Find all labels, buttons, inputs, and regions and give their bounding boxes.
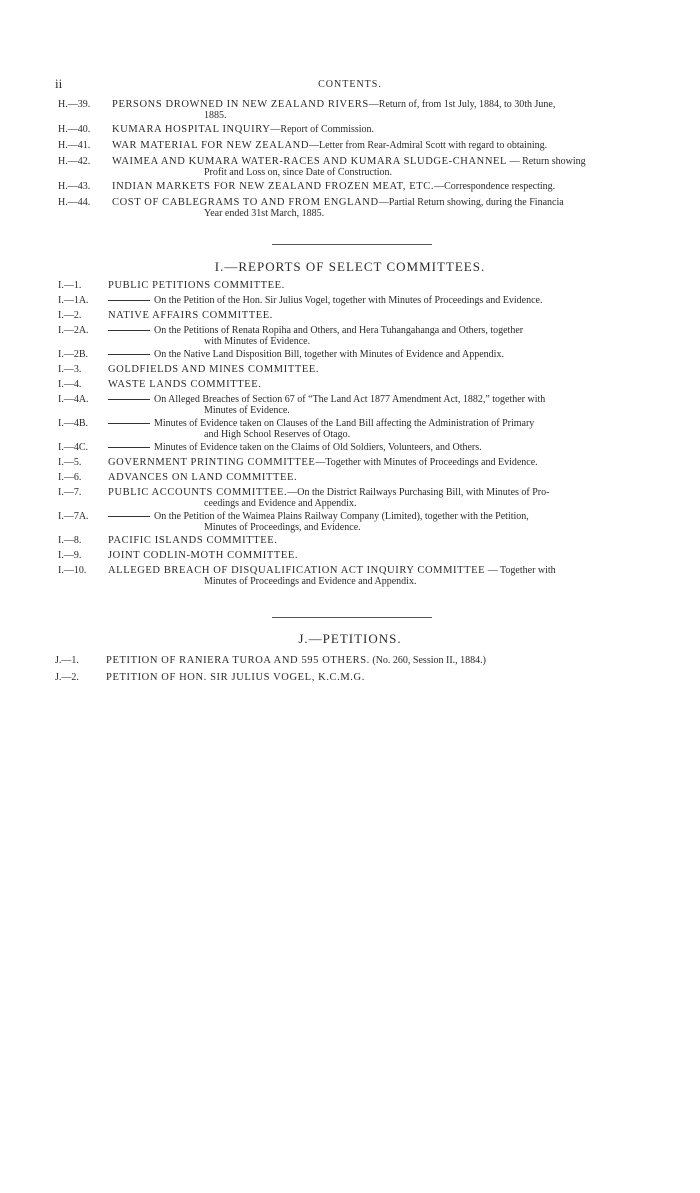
entry-title: ALLEGED BREACH OF DISQUALIFICATION ACT INQUIRY COMMITTEE xyxy=(108,565,486,576)
entry-body xyxy=(108,458,646,469)
entry-body xyxy=(106,673,646,684)
entry-continuation: and High School Reserves of Otago. xyxy=(204,428,351,440)
ditto-dash xyxy=(108,423,150,424)
entry-description: On the Petition of the Hon. Sir Julius Vogel, together with Minutes of Proceedings and Evidence. xyxy=(154,295,543,306)
entry-code: I.—4C. xyxy=(58,442,88,453)
entry-code: H.—42. xyxy=(58,156,91,167)
page-number: ii xyxy=(55,76,63,91)
entry-title: INDIAN MARKETS FOR NEW ZEALAND FROZEN MEAT, ETC. xyxy=(112,181,435,192)
entry-code: H.—44. xyxy=(58,197,91,208)
running-head: CONTENTS. xyxy=(318,79,382,90)
ditto-dash xyxy=(108,354,150,355)
entry-description: (No. 260, Session II., 1884.) xyxy=(369,655,486,666)
entry-body xyxy=(108,488,646,509)
entry-body xyxy=(112,198,647,219)
entry-body xyxy=(108,566,646,587)
section-i-title: I.—REPORTS OF SELECT COMMITTEES. xyxy=(214,259,486,274)
entry-description: On Alleged Breaches of Section 67 of “The Land Act 1877 Amendment Act, 1882,” together with xyxy=(154,394,546,405)
entry-body xyxy=(108,350,646,361)
entry-code: I.—7. xyxy=(58,487,82,498)
entry-description: — Together with xyxy=(485,565,556,576)
entry-code: J.—1. xyxy=(55,655,79,666)
entry-body xyxy=(108,512,646,533)
entry-body xyxy=(108,365,646,376)
entry-title: PACIFIC ISLANDS COMMITTEE. xyxy=(108,535,278,546)
entry-body xyxy=(112,141,647,152)
entry-title: PETITION OF HON. SIR JULIUS VOGEL, K.C.M.G. xyxy=(106,672,365,683)
entry-body xyxy=(108,473,646,484)
entry-body xyxy=(108,443,646,454)
entry-code: I.—7A. xyxy=(58,511,89,522)
entry-code: I.—8. xyxy=(58,535,82,546)
entry-code: I.—4. xyxy=(58,379,82,390)
entry-title: GOLDFIELDS AND MINES COMMITTEE. xyxy=(108,364,320,375)
entry-code: I.—5. xyxy=(58,457,82,468)
entry-code: I.—2. xyxy=(58,310,82,321)
entry-body xyxy=(106,656,646,667)
entry-continuation: Profit and Loss on, since Date of Construction. xyxy=(204,166,393,178)
entry-title: NATIVE AFFAIRS COMMITTEE. xyxy=(108,310,274,321)
entry-code: I.—9. xyxy=(58,550,82,561)
entry-description: —Letter from Rear-Admiral Scott with regard to obtaining. xyxy=(309,140,548,151)
entry-code: I.—2B. xyxy=(58,349,88,360)
entry-title: KUMARA HOSPITAL INQUIRY xyxy=(112,124,271,135)
entry-body xyxy=(108,326,646,347)
ditto-dash xyxy=(108,330,150,331)
divider-rule xyxy=(272,617,432,618)
entry-title: PUBLIC PETITIONS COMMITTEE. xyxy=(108,280,285,291)
entry-continuation: Minutes of Proceedings, and Evidence. xyxy=(204,521,361,533)
entry-description: —Report of Commission. xyxy=(270,124,375,135)
entry-title: WASTE LANDS COMMITTEE. xyxy=(108,379,262,390)
entry-body xyxy=(108,296,646,307)
ditto-dash xyxy=(108,399,150,400)
entry-title: GOVERNMENT PRINTING COMMITTEE xyxy=(108,457,316,468)
entry-title: WAR MATERIAL FOR NEW ZEALAND xyxy=(112,140,310,151)
entry-body xyxy=(108,311,646,322)
entry-body xyxy=(112,100,647,121)
entry-code: I.—4B. xyxy=(58,418,88,429)
entry-description: On the Native Land Disposition Bill, together with Minutes of Evidence and Appendix. xyxy=(154,349,504,360)
entry-title: WAIMEA AND KUMARA WATER-RACES AND KUMARA SLUDGE-CHANNEL xyxy=(112,156,508,167)
entry-body xyxy=(112,157,647,178)
entry-code: I.—4A. xyxy=(58,394,89,405)
entry-description: —Return of, from 1st July, 1884, to 30th June, xyxy=(368,99,556,110)
entry-code: H.—40. xyxy=(58,124,91,135)
entry-code: H.—41. xyxy=(58,140,91,151)
entry-code: I.—1. xyxy=(58,280,82,291)
entry-code: I.—3. xyxy=(58,364,82,375)
entry-continuation: ceedings and Evidence and Appendix. xyxy=(204,497,357,509)
entry-description: —Correspondence respecting. xyxy=(434,181,556,192)
entry-description: Minutes of Evidence taken on Clauses of the Land Bill affecting the Administration of Primary xyxy=(154,418,535,429)
entry-code: I.—1A. xyxy=(58,295,89,306)
entry-code: I.—6. xyxy=(58,472,82,483)
section-j-title: J.—PETITIONS. xyxy=(298,631,402,646)
entry-description: —On the District Railways Purchasing Bill, with Minutes of Pro- xyxy=(287,487,550,498)
entry-code: I.—10. xyxy=(58,565,87,576)
entry-title: COST OF CABLEGRAMS TO AND FROM ENGLAND xyxy=(112,197,379,208)
entry-code: H.—39. xyxy=(58,99,91,110)
ditto-dash xyxy=(108,300,150,301)
entry-description: —Partial Return showing, during the Financia xyxy=(378,197,564,208)
entry-body xyxy=(108,281,646,292)
entry-body xyxy=(108,419,646,440)
entry-continuation: 1885. xyxy=(204,109,227,121)
entry-code: H.—43. xyxy=(58,181,91,192)
entry-description: — Return showing xyxy=(507,156,586,167)
entry-description: Minutes of Evidence taken on the Claims of Old Soldiers, Volunteers, and Others. xyxy=(154,442,482,453)
entry-description: —Together with Minutes of Proceedings and Evidence. xyxy=(315,457,538,468)
entry-continuation: Minutes of Proceedings and Evidence and Appendix. xyxy=(204,575,417,587)
entry-continuation: Minutes of Evidence. xyxy=(204,404,290,416)
entry-body xyxy=(108,536,646,547)
entry-continuation: Year ended 31st March, 1885. xyxy=(204,207,325,219)
entry-description: On the Petition of the Waimea Plains Railway Company (Limited), together with the Petition, xyxy=(154,511,529,522)
entry-description: On the Petitions of Renata Ropiha and Others, and Hera Tuhangahanga and Others, together xyxy=(154,325,524,336)
entry-body xyxy=(108,551,646,562)
entry-body xyxy=(108,380,646,391)
entry-title: JOINT CODLIN-MOTH COMMITTEE. xyxy=(108,550,299,561)
entry-title: PUBLIC ACCOUNTS COMMITTEE. xyxy=(108,487,288,498)
entry-body xyxy=(112,125,647,136)
ditto-dash xyxy=(108,516,150,517)
entry-code: I.—2A. xyxy=(58,325,89,336)
entry-body xyxy=(108,395,646,416)
ditto-dash xyxy=(108,447,150,448)
entry-continuation: with Minutes of Evidence. xyxy=(204,335,311,347)
entry-code: J.—2. xyxy=(55,672,79,683)
entry-body xyxy=(112,182,647,193)
entry-title: PERSONS DROWNED IN NEW ZEALAND RIVERS xyxy=(112,99,369,110)
entry-title: PETITION OF RANIERA TUROA AND 595 OTHERS. xyxy=(106,655,370,666)
entry-title: ADVANCES ON LAND COMMITTEE. xyxy=(108,472,298,483)
divider-rule xyxy=(272,244,432,245)
